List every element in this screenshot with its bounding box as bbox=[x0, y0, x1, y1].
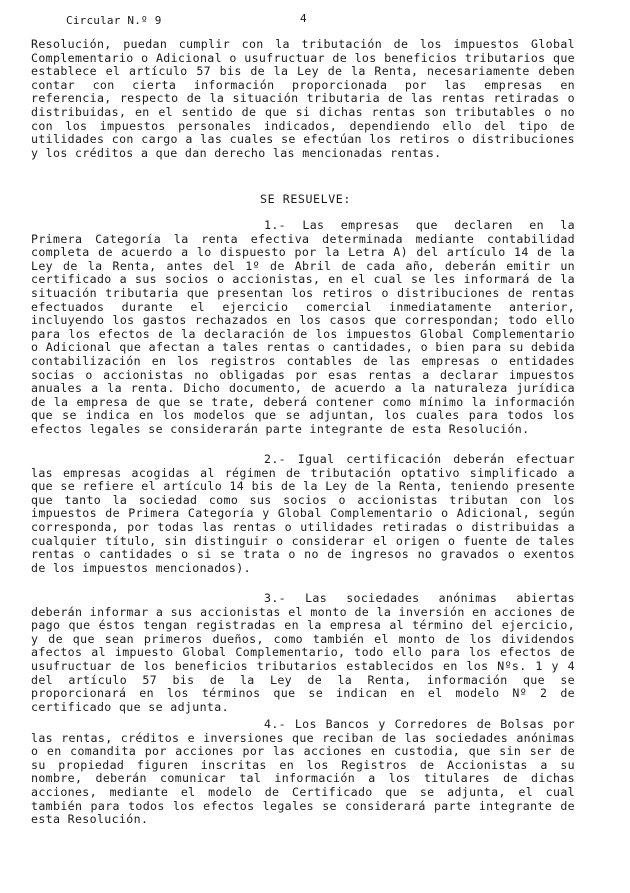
paragraph-intro bbox=[31, 38, 575, 160]
circular-number: Circular N.º 9 bbox=[66, 14, 162, 27]
paragraph-2-text: 2.- Igual certificación deberán efectuar las empresas acogidas al régimen de tributación optativo simplificado a que se refiere el artículo 14 bis de la Ley de la Renta, teniendo presente que tanto la sociedad como sus socios o accionistas tributan con los impuestos de Primera Categoría y Global Complementario o Adicional, según corresponda, por todas las rentas o utilidades retiradas o distribuidas a cualquier título, sin distinguir o considerar el origen o fuente de tales rentas o cantidades o si se trata o no de ingresos no gravados o exentos de los impuestos mencionados). bbox=[31, 452, 575, 575]
paragraph-4-text: 4.- Los Bancos y Corredores de Bolsas por las rentas, créditos e inversiones que reciban de las sociedades anónimas o en comandita por acciones por las acciones en custodia, que sin ser de su propiedad figuren inscritas en los Registros de Accionistas a su nombre, deberán comunicar tal información a los titulares de dichas acciones, mediante el modelo de Certificado que se adjunta, el cual también para todos los efectos legales se considerará parte integrante de esta Resolución. bbox=[31, 717, 575, 827]
paragraph-1-text: 1.- Las empresas que declaren en la Primera Categoría la renta efectiva determinada mediante contabilidad completa de acuerdo a lo dispuesto por la Letra A) del artículo 14 de la Ley de la Renta, antes del 1º de Abril de cada año, deberán emitir un certificado a sus socios o accionistas, en el cual se les informará de la situación tributaria que presentan los retiros o distribuciones de rentas efectuados durante el ejercicio comercial inmediatamente anterior, incluyendo los gastos rechazados en los casos que correspondan; todo ello para los efectos de la declaración de los impuestos Global Complementario o Adicional que afectan a tales rentas o cantidades, o bien para su debida contabilización en los registros contables de las empresas o entidades socias o accionistas no obligadas por esas rentas a declarar impuestos anuales a la renta. Dicho documento, de acuerdo a la naturaleza jurídica de la empresa de que se trate, deberá contener como mínimo la información que se indica en los modelos que se adjuntan, los cuales para todos los efectos legales se considerarán parte integrante de esta Resolución. bbox=[31, 218, 575, 436]
paragraph-4 bbox=[31, 718, 575, 827]
paragraph-3-text: 3.- Las sociedades anónimas abiertas deberán informar a sus accionistas el monto de la inversión en acciones de pago que éstos tengan registradas en la empresa al término del ejercicio, y de que sean primeros dueños, como también el monto de los dividendos afectos al impuesto Global Complementario, todo ello para los efectos de usufructuar de los beneficios tributarios establecidos en los Nºs. 1 y 4 del artículo 57 bis de la Ley de la Renta, información que se proporcionará en los términos que se indican en el modelo Nº 2 de certificado que se adjunta. bbox=[31, 591, 575, 714]
paragraph-3 bbox=[31, 592, 575, 714]
paragraph-intro-text: Resolución, puedan cumplir con la tributación de los impuestos Global Complementario o Adicional o usufructuar de los beneficios tributarios que establece el artículo 57 bis de la Ley de la Renta, necesariamente deben contar con cierta información proporcionada por las empresas en referencia, respecto de la situación tributaria de las rentas retiradas o distribuidas, en el sentido de que si dichas rentas son tributables o no con los impuestos personales indicados, dependiendo ello del tipo de utilidades con cargo a las cuales se efectúan los retiros o distribuciones y los créditos a que dan derecho las mencionadas rentas. bbox=[31, 37, 575, 160]
paragraph-2 bbox=[31, 453, 575, 575]
resolve-heading: SE RESUELVE: bbox=[260, 192, 351, 206]
paragraph-1 bbox=[31, 219, 575, 437]
page-number: 4 bbox=[300, 12, 307, 25]
